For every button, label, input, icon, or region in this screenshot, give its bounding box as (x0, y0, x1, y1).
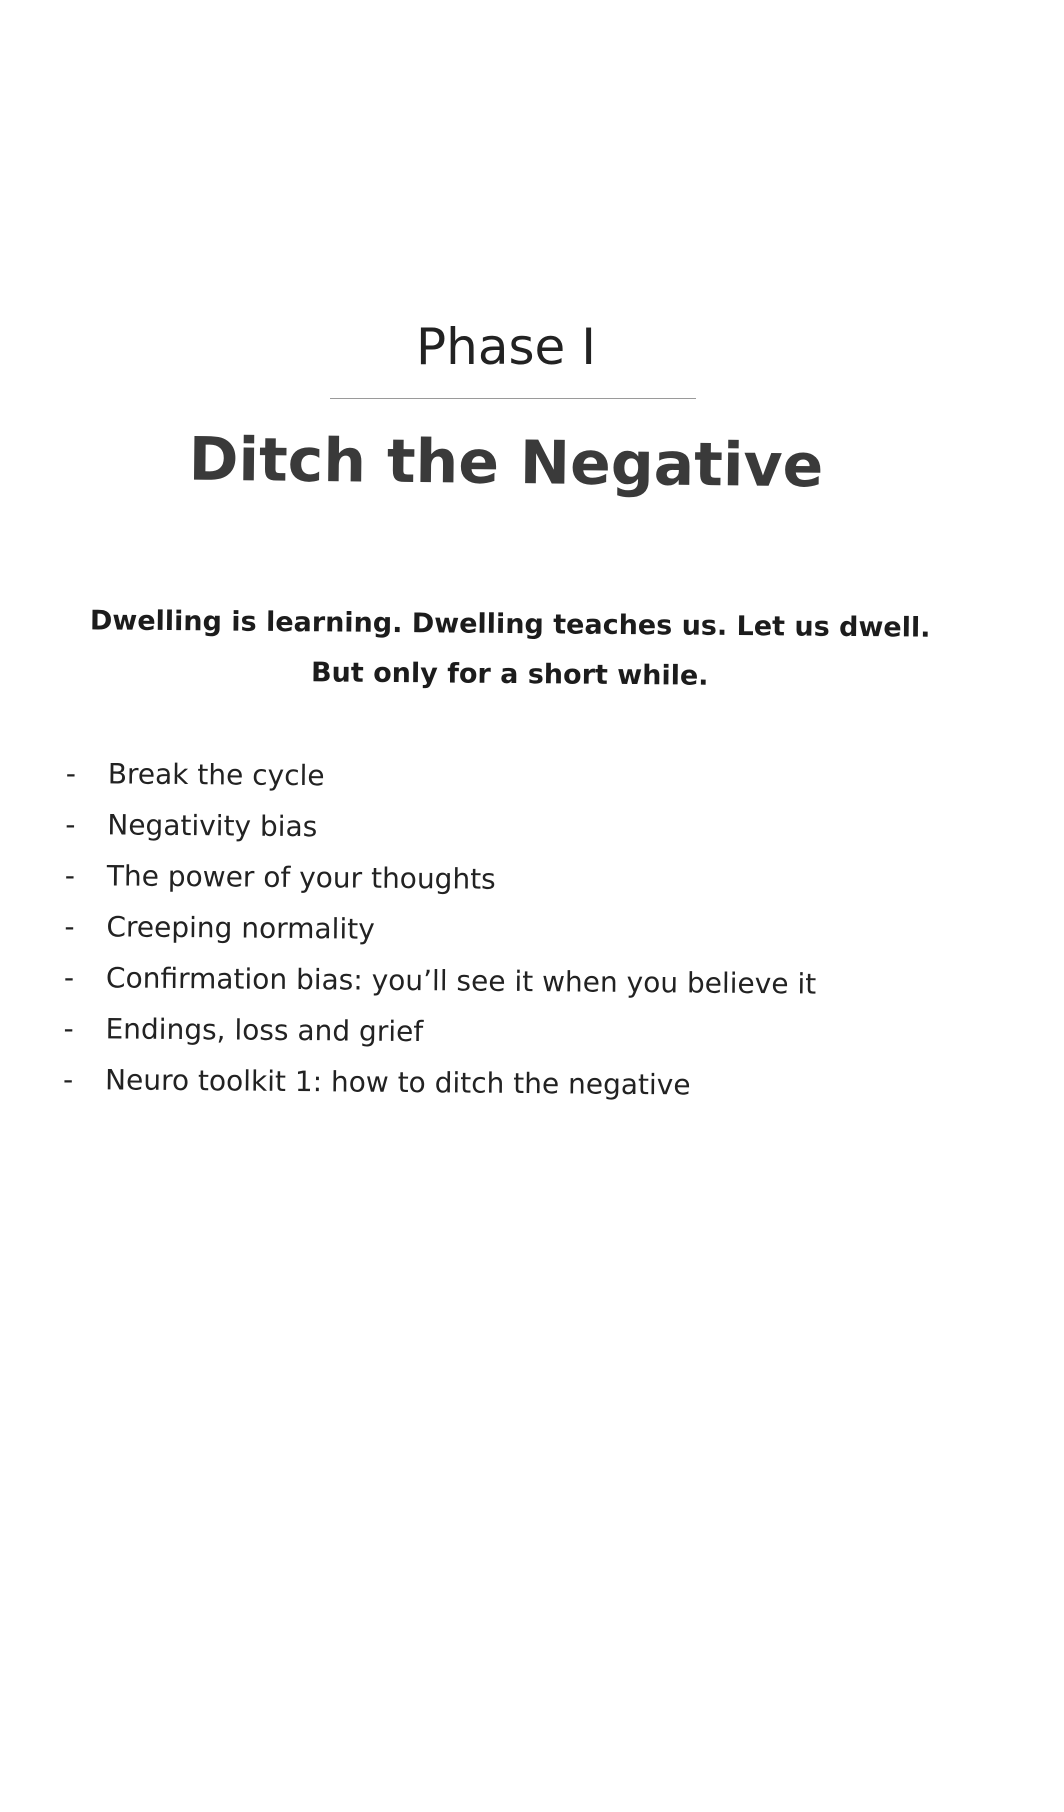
list-item-text: Confirmation bias: you’ll see it when you believe it (105, 961, 817, 1001)
list-item-text: Creeping normality (106, 910, 375, 946)
epigraph-line-2: But only for a short while. (310, 657, 709, 692)
list-item (66, 748, 966, 807)
list-item (65, 850, 965, 909)
list-item (65, 799, 965, 858)
chapter-title: Ditch the Negative (188, 424, 824, 502)
list-item-text: Neuro toolkit 1: how to ditch the negative (104, 1063, 691, 1102)
epigraph-line-1: Dwelling is learning. Dwelling teaches us. Let us dwell. (89, 605, 931, 644)
list-bullet: - (62, 1062, 74, 1097)
list-item-text: Negativity bias (107, 808, 318, 844)
list-item-text: Break the cycle (107, 757, 325, 793)
list-bullet: - (63, 960, 75, 995)
topic-list (63, 748, 966, 1113)
epigraph (40, 596, 981, 704)
list-item (64, 901, 964, 960)
list-bullet: - (65, 807, 76, 842)
list-item (63, 1003, 963, 1062)
list-item (64, 952, 964, 1011)
title-divider (330, 398, 696, 399)
list-bullet: - (64, 858, 76, 893)
list-bullet: - (64, 909, 75, 944)
list-bullet: - (63, 1011, 74, 1046)
list-item-text: Endings, loss and grief (105, 1012, 424, 1049)
list-item (63, 1054, 963, 1113)
list-item-text: The power of your thoughts (106, 859, 496, 896)
phase-label: Phase I (416, 318, 596, 376)
list-bullet: - (65, 756, 77, 791)
